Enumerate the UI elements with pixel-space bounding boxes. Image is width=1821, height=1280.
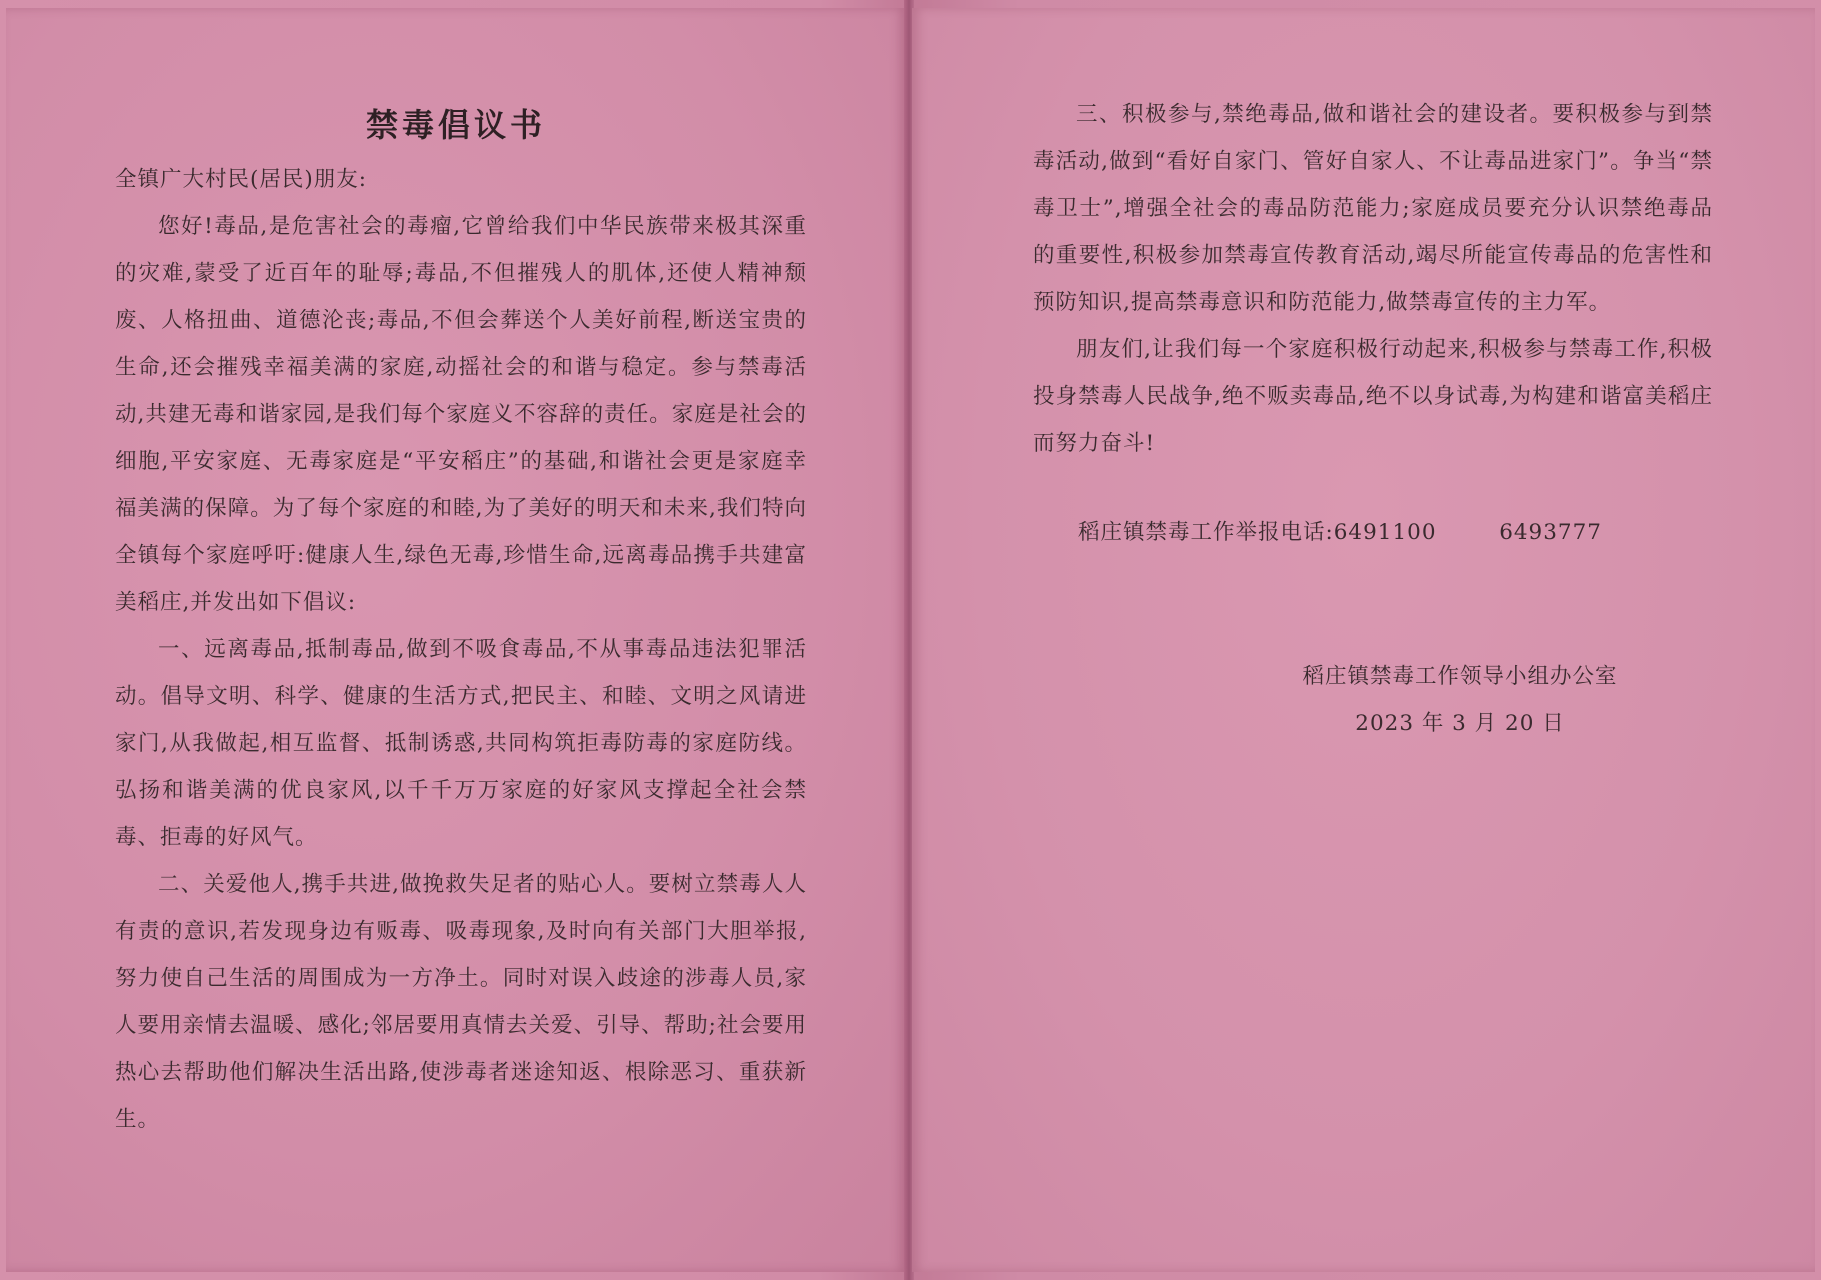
hotline-number-2: 6493777 <box>1499 520 1602 545</box>
paragraph-intro: 您好!毒品,是危害社会的毒瘤,它曾给我们中华民族带来极其深重的灾难,蒙受了近百年的耻辱;毒品,不但摧残人的肌体,还使人精神颓废、人格扭曲、道德沦丧;毒品,不但会葬送个人美好前程,断送宝贵的生命,还会摧残幸福美满的家庭,动摇社会的和谐与稳定。参与禁毒活动,共建无毒和谐家园,是我们每个家庭义不容辞的责任。家庭是社会的细胞,平安家庭、无毒家庭是“平安稻庄”的基础,和谐社会更是家庭幸福美满的保障。为了每个家庭的和睦,为了美好的明天和未来,我们特向全镇每个家庭呼吁:健康人生,绿色无毒,珍惜生命,远离毒品携手共建富美稻庄,并发出如下倡议: <box>115 214 807 615</box>
salutation: 全镇广大村民(居民)朋友: <box>115 167 368 192</box>
paragraph-closing: 朋友们,让我们每一个家庭积极行动起来,积极参与禁毒工作,积极投身禁毒人民战争,绝不贩卖毒品,绝不以身试毒,为构建和谐富美稻庄而努力奋斗! <box>1033 337 1713 456</box>
paragraph-proposal-2: 二、关爱他人,携手共进,做挽救失足者的贴心人。要树立禁毒人人有责的意识,若发现身边有贩毒、吸毒现象,及时向有关部门大胆举报,努力使自己生活的周围成为一方净土。同时对误入歧途的涉毒人员,家人要用亲情去温暖、感化;邻居要用真情去关爱、引导、帮助;社会要用热心去帮助他们解决生活出路,使涉毒者迷途知返、根除恶习、重获新生。 <box>115 872 807 1132</box>
left-text-column <box>115 156 807 1143</box>
hotline-label: 稻庄镇禁毒工作举报电话: <box>1078 520 1334 545</box>
paragraph-proposal-3: 三、积极参与,禁绝毒品,做和谐社会的建设者。要积极参与到禁毒活动,做到“看好自家门、管好自家人、不让毒品进家门”。争当“禁毒卫士”,增强全社会的毒品防范能力;家庭成员要充分认识禁绝毒品的重要性,积极参加禁毒宣传教育活动,竭尽所能宣传毒品的危害性和预防知识,提高禁毒意识和防范能力,做禁毒宣传的主力军。 <box>1033 102 1713 315</box>
report-hotline <box>1078 515 1602 546</box>
signature-date: 2023 年 3 月 20 日 <box>1355 711 1565 736</box>
document-title: 禁毒倡议书 <box>365 106 546 144</box>
signature-block <box>1290 653 1630 747</box>
signature-organization: 稻庄镇禁毒工作领导小组办公室 <box>1302 664 1618 689</box>
paragraph-proposal-1: 一、远离毒品,抵制毒品,做到不吸食毒品,不从事毒品违法犯罪活动。倡导文明、科学、健康的生活方式,把民主、和睦、文明之风请进家门,从我做起,相互监督、抵制诱惑,共同构筑拒毒防毒的家庭防线。弘扬和谐美满的优良家风,以千千万万家庭的好家风支撑起全社会禁毒、拒毒的好风气。 <box>115 637 807 850</box>
right-text-column <box>1033 91 1713 467</box>
hotline-spacer <box>1437 520 1500 545</box>
hotline-number-1: 6491100 <box>1333 520 1437 545</box>
